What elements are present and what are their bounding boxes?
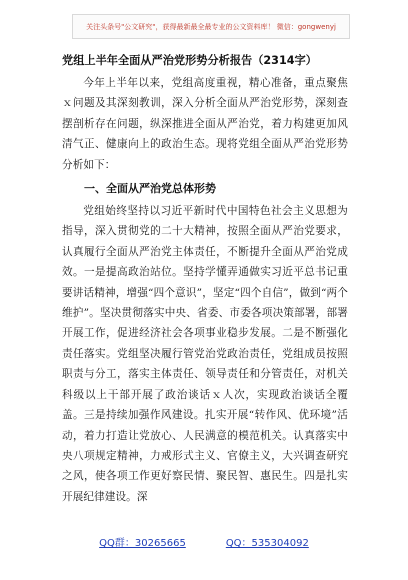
footer (0, 534, 408, 549)
section-heading: 一、全面从严治党总体形势 (84, 182, 216, 196)
document-title: 党组上半年全面从严治党形势分析报告（2314字） (62, 54, 317, 67)
qq-link[interactable]: QQ：535304092 (225, 538, 309, 549)
document-page (62, 50, 348, 507)
intro-paragraph: 今年上半年以来，党组高度重视，精心准备，重点聚焦ｘ问题及其深刻教训，深入分析全面从严治党形势，深刻查摆剖析存在问题，纵深推进全面从严治党，着力构建更加风清气正、健康向上的政治生态。现将党组全面从严治党形势分析如下： (62, 77, 348, 171)
section-body-paragraph: 党组始终坚持以习近平新时代中国特色社会主义思想为指导，深入贯彻党的二十大精神，按照全面从严治党要求，认真履行全面从严治党主体责任，不断提升全面从严治党成效。一是提高政治站位。坚持学懂弄通做实习近平总书记重要讲话精神，增强“四个意识”，坚定“四个自信”，做到“两个维护”。坚决贯彻落实中央、省委、市委各项决策部署，部署开展工作，促进经济社会各项事业稳步发展。二是不断强化责任落实。党组坚决履行管党治党政治责任，党组成员按照职责与分工，落实主体责任、领导责任和分管责任，对机关科级以上干部开展了政治谈话ｘ人次，实现政治谈话全覆盖。三是持续加强作风建设。扎实开展“转作风、优环境”活动，着力打造让党放心、人民满意的模范机关。认真落实中央八项规定精神，力戒形式主义、官僚主义，大兴调查研究之风，使各项工作更好察民情、聚民智、惠民生。四是扎实开展纪律建设。深 (62, 205, 348, 503)
header-banner (72, 14, 350, 39)
header-banner-text: 关注头条号"公文研究"，获得最新最全最专业的公文资料库！ 微信：gongwenyj (86, 22, 336, 31)
qq-group-link[interactable]: QQ群：30265665 (99, 538, 186, 549)
